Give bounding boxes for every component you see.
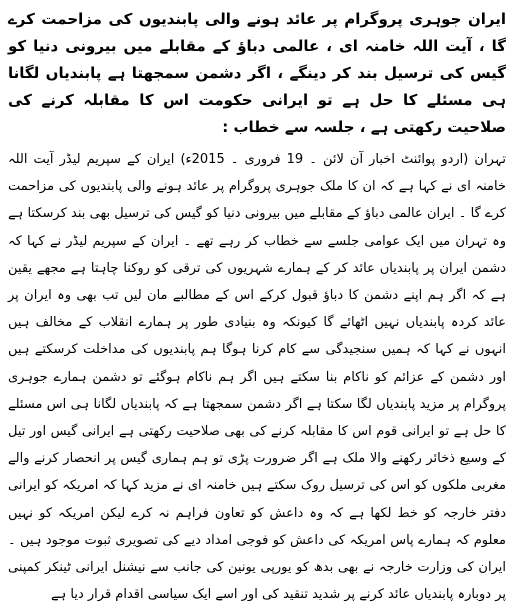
article-headline: ایران جوہری پروگرام پر عائد ہونے والی پابندیوں کی مزاحمت کرے گا ، آیت اللہ خامنہ ای ، عالمی دباؤ کے مقابلے میں بیرونی دنیا کو گیس کی ترسیل بند کر دینگے ، اگر دشمن سمجھتا ہے پابندیاں لگانا ہی مسئلے کا حل ہے تو ایرانی حکومت اس کا مقابلہ کرنے کی صلاحیت رکھتی ہے ، جلسہ سے خطاب : <box>8 10 506 136</box>
article-body: تہران (اردو پوائنٹ اخبار آن لائن ۔ 19 فروری ۔ 2015ء) ایران کے سپریم لیڈر آیت اللہ خامنہ ای نے کہا ہے کہ ان کا ملک جوہری پروگرام پر عائد ہونے والی پابندیوں کی مزاحمت کرے گا ۔ ایران عالمی دباؤ کے مقابلے میں بیرونی دنیا کو گیس کی ترسیل بھی بند کرسکتا ہے وہ تہران میں ایک عوامی جلسے سے خطاب کر رہے تھے ۔ ایران کے سپریم لیڈر نے کہا کہ دشمن ایران پر پابندیاں عائد کر کے ہمارے شہریوں کی ترقی کو روکنا چاہتا ہے مجھے یقین ہے کہ اگر ہم اپنے دشمن کا دباؤ قبول کرکے اس کے مطالبے مان لیں تب بھی وہ ایران پر عائد کردہ پابندیاں نہیں اٹھائے گا کیونکہ وہ بنیادی طور پر ہمارے انقلاب کے مخالف ہیں انہوں نے کہا کہ ہمیں سنجیدگی سے کام کرنا ہوگا ہم پابندیوں کی مداخلت کرسکتے ہیں اور دشمن کے عزائم کو ناکام بنا سکتے ہیں اگر ہم ناکام ہوگئے تو دشمن ہمارے جوہری پروگرام پر مزید پابندیاں لگا سکتا ہے اگر دشمن سمجھتا ہے کہ پابندیاں لگانا ہی اس مسئلے کا حل ہے تو ایرانی قوم اس کا مقابلہ کرنے کی بھی صلاحیت رکھتی ہے ایرانی گیس اور تیل کے وسیع ذخائر رکھنے والا ملک ہے اگر ضرورت پڑی تو ہم ہماری گیس پر انحصار کرنے والے مغربی ملکوں کو اس کی ترسیل روک سکتے ہیں خامنہ ای نے مزید کہا کہ امریکہ کو ایرانی دفتر خارجہ کو خط لکھا ہے کہ وہ داعش کو تعاون فراہم نہ کرے لیکن امریکہ کو نہیں معلوم کہ ہمارے پاس امریکہ کی داعش کو فوجی امداد دیے کی تصویری ثبوت موجود ہیں ۔ ایران کی وزارت خارجہ نے بھی بدھ کو یورپی یونین کی جانب سے نیشنل ایرانی ٹینکر کمپنی پر دوبارہ پابندیاں عائد کرنے پر شدید تنقید کی اور اسے ایک سیاسی اقدام قرار دیا ہے <box>8 152 507 603</box>
